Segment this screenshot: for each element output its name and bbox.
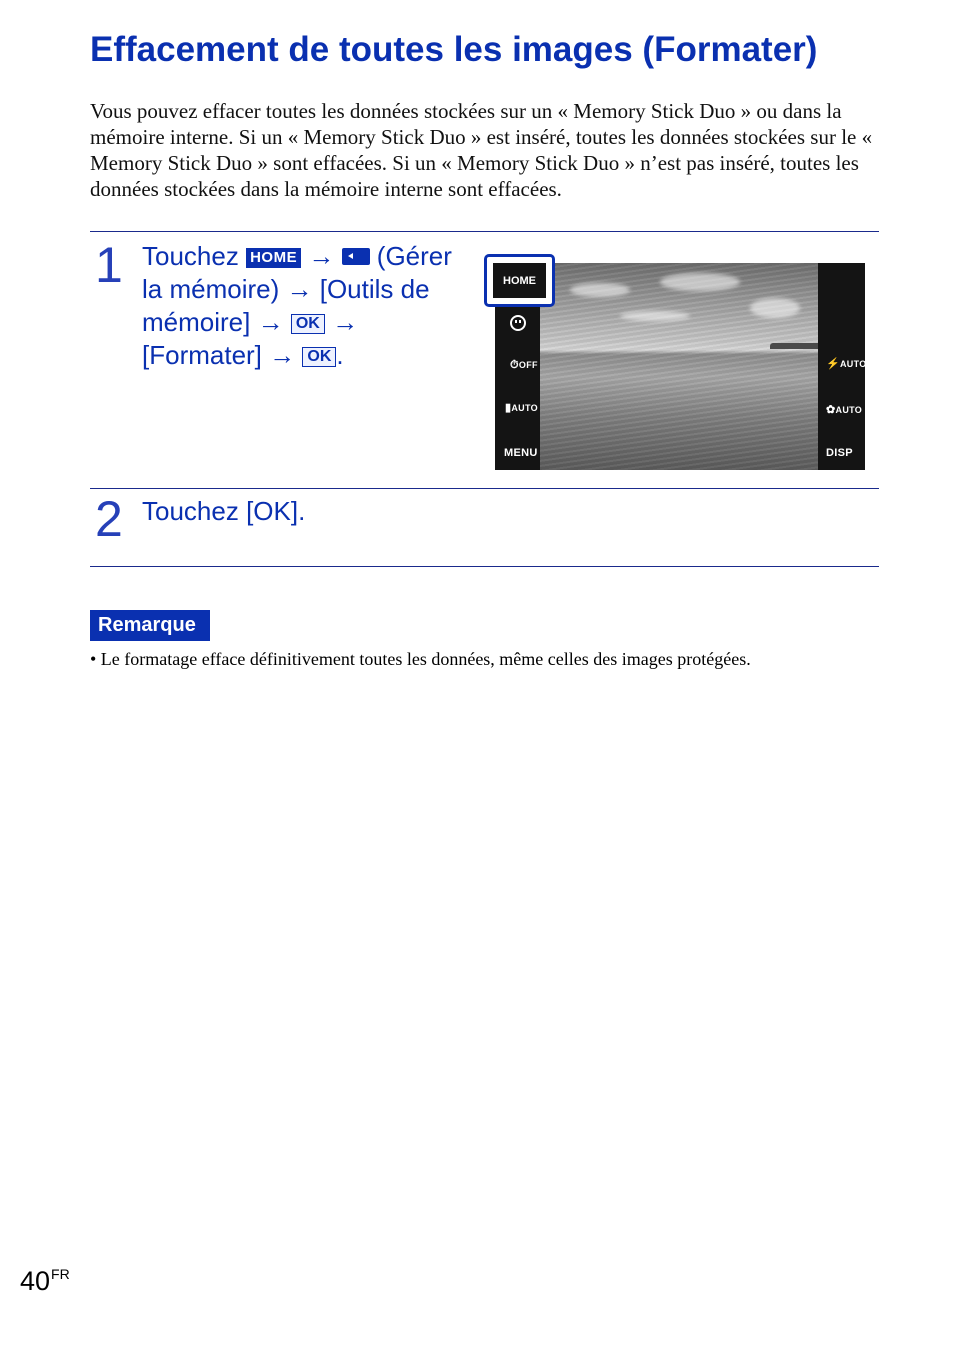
step-1-period: .	[336, 340, 344, 370]
smile-shutter-icon	[510, 315, 526, 331]
memory-tools-label-b: mémoire]	[142, 307, 251, 337]
page-number-value: 40	[20, 1266, 51, 1296]
manage-memory-label-a: (Gérer	[376, 241, 452, 271]
arrow-icon: →	[257, 307, 284, 337]
remark-item: • Le formatage efface définitivement toutes les données, même celles des images protégées.	[90, 649, 751, 669]
step-2-instructions: Touchez [OK].	[142, 496, 306, 526]
memory-card-icon	[342, 248, 370, 265]
macro-auto-icon: ✿AUTO	[826, 404, 863, 416]
arrow-icon: →	[332, 307, 359, 337]
arrow-icon: →	[286, 274, 313, 304]
manage-memory-label-b: la mémoire)	[142, 274, 280, 304]
page-title: Effacement de toutes les images (Formater)	[90, 30, 818, 69]
iso-auto-icon: ▮AUTO	[505, 402, 538, 414]
intro-paragraph: Vous pouvez effacer toutes les données stockées sur un « Memory Stick Duo » ou dans la mémoire interne. Si un « Memory Stick Duo » est inséré, toutes les données stockées sur le « Memory Stick Duo » sont effacées. Si un « Memory Stick Duo » n’est pas inséré, toutes les données stockées dans la mémoire interne sont effacées.	[90, 99, 873, 201]
home-button-label: HOME	[493, 263, 546, 298]
home-button-highlight	[484, 254, 555, 307]
step-1-number: 1	[95, 237, 123, 293]
section-divider	[90, 566, 879, 567]
format-label: [Formater]	[142, 340, 262, 370]
camera-right-panel	[818, 263, 865, 470]
section-divider	[90, 488, 879, 489]
step-1-instructions	[142, 240, 482, 372]
page-number	[20, 1266, 70, 1297]
beach-photo	[540, 263, 818, 470]
memory-tools-label-a: [Outils de	[319, 274, 430, 304]
arrow-icon: →	[269, 340, 296, 370]
home-icon: HOME	[246, 248, 301, 268]
ok-icon: OK	[302, 347, 336, 367]
remark-label: Remarque	[90, 610, 210, 641]
flash-auto-icon: ⚡AUTO	[826, 358, 867, 370]
ok-icon: OK	[291, 314, 325, 334]
step-1-touch: Touchez	[142, 241, 239, 271]
page-language-suffix: FR	[51, 1266, 70, 1282]
step-2-number: 2	[95, 491, 123, 547]
disp-button-label: DISP	[826, 447, 853, 459]
self-timer-icon: ⏱OFF	[510, 359, 538, 371]
section-divider	[90, 231, 879, 232]
arrow-icon: →	[308, 241, 335, 271]
menu-button-label: MENU	[504, 447, 538, 459]
